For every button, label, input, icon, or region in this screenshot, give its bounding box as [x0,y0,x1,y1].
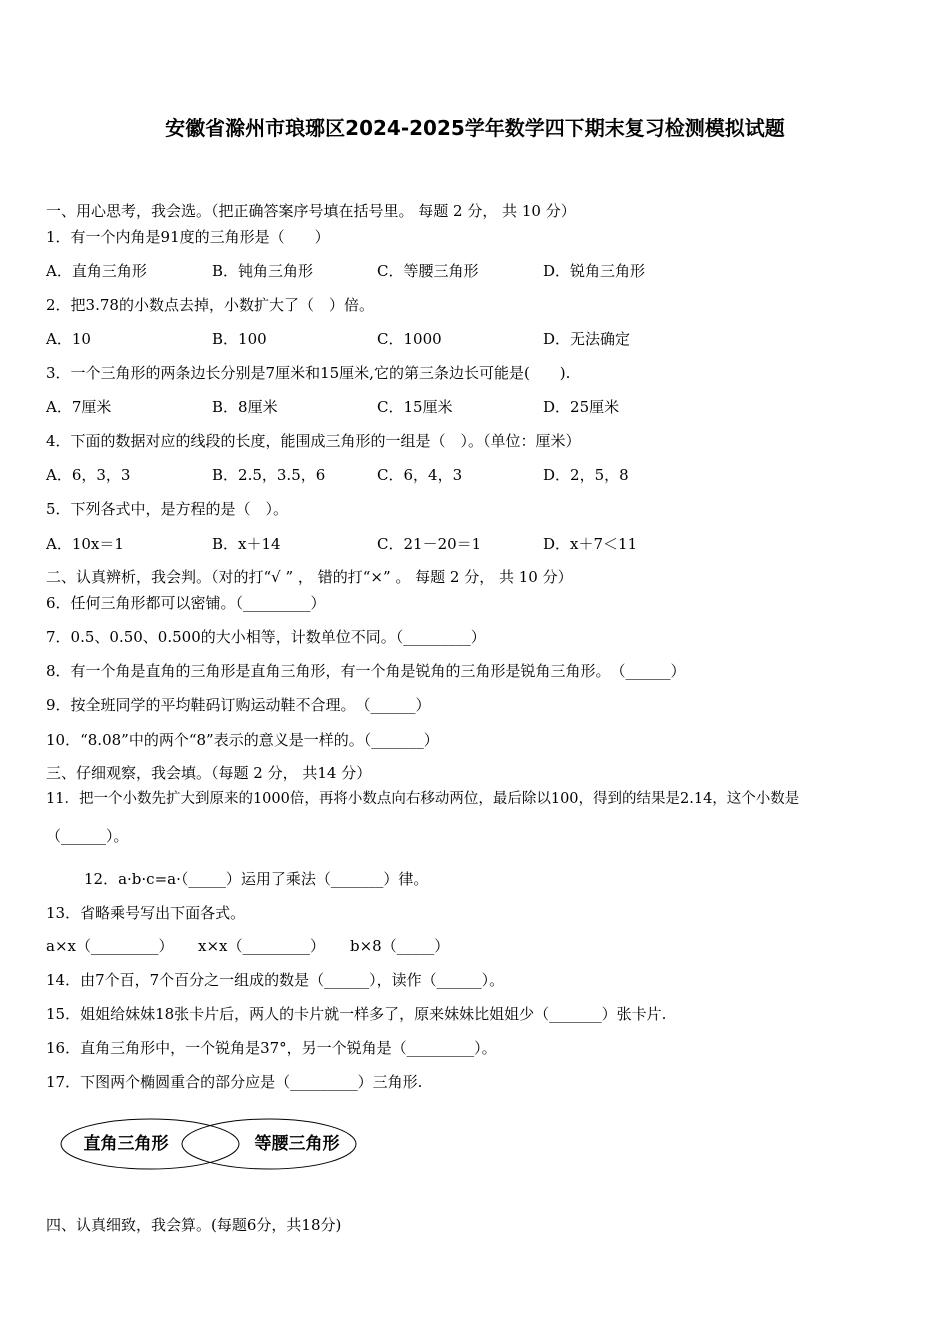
q1-option-b: B．钝角三角形 [212,262,314,280]
question-12: 12．a·b·c=a·（_____）运用了乘法（_______）律。 [84,870,429,888]
question-11-line-2: （______）。 [46,827,129,845]
q3-option-b: B．8厘米 [212,398,278,416]
venn-left-label: 直角三角形 [83,1134,169,1154]
section-3-heading: 三、仔细观察，我会填。（每题 2 分， 共14 分） [46,764,372,782]
question-14: 14．由7个百，7个百分之一组成的数是（______），读作（______）。 [46,971,505,989]
q13-part-a: a×x（_________） [46,937,174,955]
question-15: 15．姐姐给妹妹18张卡片后，两人的卡片就一样多了，原来妹妹比姐姐少（_______）张卡片. [46,1005,667,1023]
question-17: 17．下图两个椭圆重合的部分应是（_________）三角形. [46,1073,423,1091]
q2-option-b: B．100 [212,330,267,348]
page-title: 安徽省滁州市琅琊区2024-2025学年数学四下期末复习检测模拟试题 [165,116,785,140]
q1-option-d: D．锐角三角形 [543,262,646,280]
q4-option-d: D．2，5，8 [543,466,629,484]
q13-part-c: b×8（_____） [350,937,450,955]
venn-right-label: 等腰三角形 [254,1134,340,1154]
section-1-heading: 一、用心思考，我会选。（把正确答案序号填在括号里。 每题 2 分， 共 10 分） [46,202,576,220]
q4-option-b: B．2.5，3.5，6 [212,466,326,484]
question-2: 2．把3.78的小数点去掉，小数扩大了（ ）倍。 [46,296,374,314]
question-7: 7．0.5、0.50、0.500的大小相等，计数单位不同。（_________） [46,628,486,646]
q1-option-a: A．直角三角形 [46,262,147,280]
question-13: 13．省略乘号写出下面各式。 [46,904,246,922]
question-8: 8．有一个角是直角的三角形是直角三角形，有一个角是锐角的三角形是锐角三角形。 （______） [46,662,686,680]
q2-option-d: D．无法确定 [543,330,631,348]
q5-option-c: C．21－20＝1 [377,535,482,553]
question-1: 1．有一个内角是91度的三角形是（ ） [46,228,330,246]
q4-option-c: C．6，4，3 [377,466,463,484]
q3-option-d: D．25厘米 [543,398,620,416]
q13-part-b: x×x（_________） [198,937,325,955]
q5-option-d: D．x＋7＜11 [543,535,638,553]
q3-option-a: A．7厘米 [46,398,112,416]
q2-option-c: C．1000 [377,330,442,348]
q5-option-a: A．10x＝1 [46,535,124,553]
q5-option-b: B．x＋14 [212,535,281,553]
question-4: 4．下面的数据对应的线段的长度，能围成三角形的一组是（ ）。（单位：厘米） [46,432,581,450]
question-9: 9．按全班同学的平均鞋码订购运动鞋不合理。 （______） [46,696,431,714]
question-11-line-1: 11．把一个小数先扩大到原来的1000倍，再将小数点向右移动两位，最后除以100，得到的结果是2.14，这个小数是 [46,791,800,807]
section-2-heading: 二、认真辨析，我会判。（对的打“√ ” ， 错的打“×” 。 每题 2 分， 共 10 分） [46,568,573,586]
question-16: 16．直角三角形中，一个锐角是37°，另一个锐角是（_________）。 [46,1039,497,1057]
question-3: 3．一个三角形的两条边长分别是7厘米和15厘米,它的第三条边长可能是( ). [46,364,571,382]
q3-option-c: C．15厘米 [377,398,453,416]
q4-option-a: A．6，3，3 [46,466,131,484]
section-4-heading: 四、认真细致，我会算。(每题6分，共18分) [46,1216,342,1234]
q2-option-a: A．10 [46,330,91,348]
question-10: 10．“8.08”中的两个“8”表示的意义是一样的。（_______） [46,731,439,749]
q1-option-c: C．等腰三角形 [377,262,479,280]
venn-diagram [58,1116,362,1176]
question-6: 6．任何三角形都可以密铺。（_________） [46,594,326,612]
question-5: 5．下列各式中，是方程的是（ ）。 [46,500,289,518]
